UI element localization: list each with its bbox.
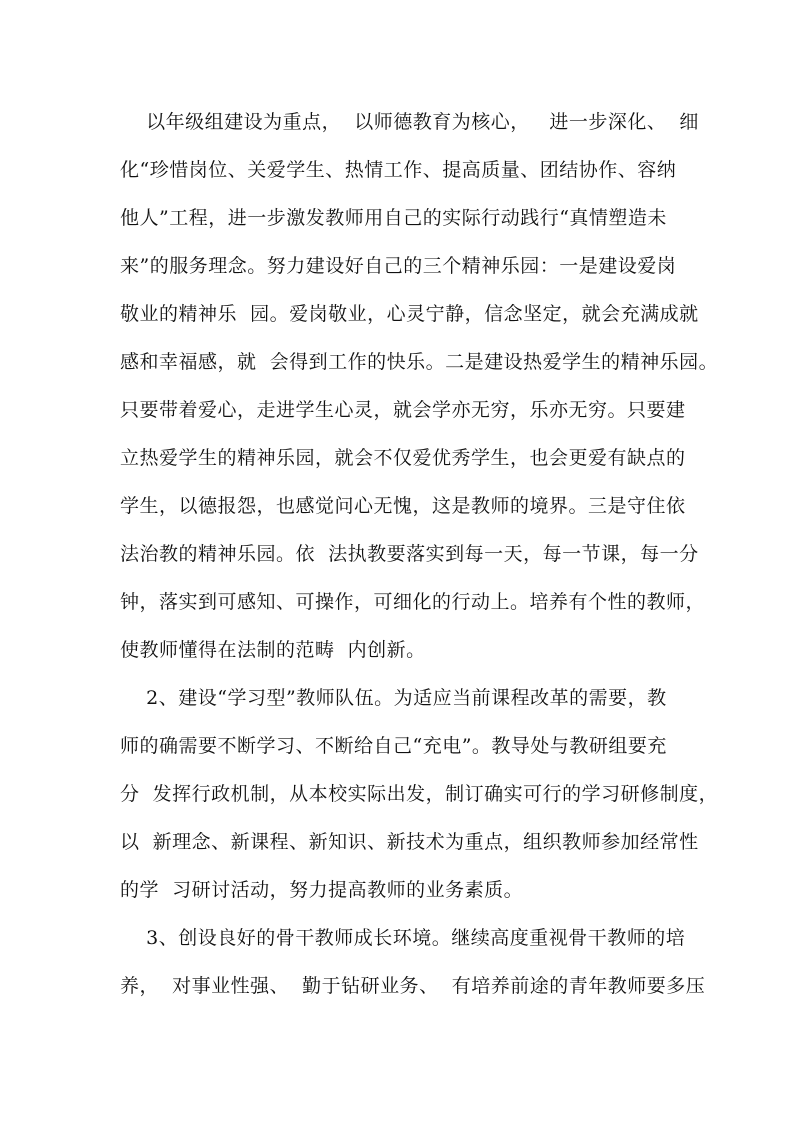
text-line: 师的确需要不断学习、不断给自己“充电”。教导处与教研组要充 — [120, 735, 667, 757]
text-line: 敬业的精神乐 园。爱岗敬业，心灵宁静，信念坚定，就会充满成就 — [120, 303, 699, 325]
text-line: 3、创设良好的骨干教师成长环境。继续高度重视骨干教师的培 — [120, 927, 686, 949]
text-line: 来”的服务理念。努力建设好自己的三个精神乐园：一是建设爱岗 — [120, 255, 677, 277]
text-line: 感和幸福感，就 会得到工作的快乐。二是建设热爱学生的精神乐园。 — [120, 351, 719, 373]
text-line: 使教师懂得在法制的范畴 内创新。 — [120, 639, 426, 661]
text-line: 化“珍惜岗位、关爱学生、热情工作、提高质量、团结协作、容纳 — [120, 159, 677, 181]
text-line: 养， 对事业性强、 勤于钻研业务、 有培养前途的青年教师要多压 — [120, 975, 706, 997]
text-line: 法治教的精神乐园。依 法执教要落实到每一天，每一节课，每一分 — [120, 543, 699, 565]
text-line: 以 新理念、新课程、新知识、新技术为重点，组织教师参加经常性 — [120, 831, 699, 853]
text-line: 学生，以德报怨，也感觉问心无愧，这是教师的境界。三是守住依 — [120, 495, 686, 517]
text-line: 分 发挥行政机制，从本校实际出发，制订确实可行的学习研修制度， — [120, 783, 719, 805]
text-line: 立热爱学生的精神乐园，就会不仅爱优秀学生，也会更爱有缺点的 — [120, 447, 686, 469]
text-line: 的学 习研讨活动，努力提高教师的业务素质。 — [120, 879, 524, 901]
text-line: 2、建设“学习型”教师队伍。为适应当前课程改革的需要，教 — [120, 687, 667, 709]
text-line: 只要带着爱心，走进学生心灵，就会学亦无穷，乐亦无穷。只要建 — [120, 399, 686, 421]
text-line: 钟，落实到可感知、可操作，可细化的行动上。培养有个性的教师， — [120, 591, 706, 613]
text-line: 以年级组建设为重点， 以师德教育为核心， 进一步深化、 细 — [120, 111, 699, 133]
text-line: 他人”工程，进一步激发教师用自己的实际行动践行“真情塑造未 — [120, 207, 667, 229]
